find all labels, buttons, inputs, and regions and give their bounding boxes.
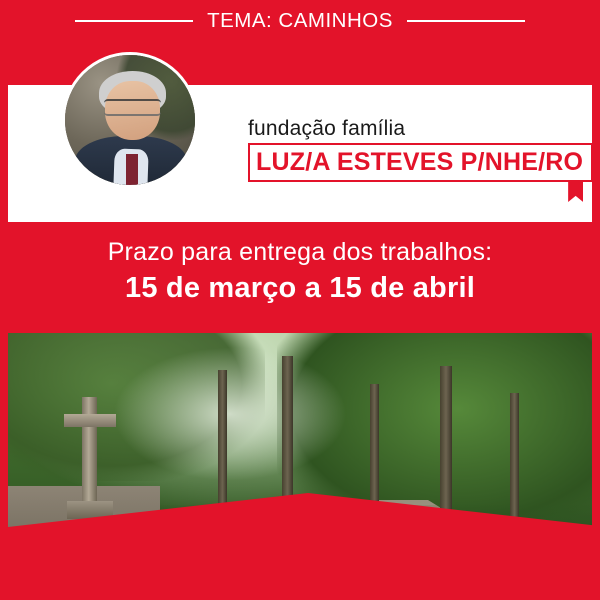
avatar [62,52,198,188]
stone-cross-icon [61,397,119,505]
forest-mist [113,347,347,482]
brand-top-line: fundação família [248,117,406,140]
deadline-label: Prazo para entrega dos trabalhos: [107,238,493,266]
deadline-block [0,238,600,305]
brand-main-box [248,143,593,182]
theme-bar [0,0,600,42]
theme-label: TEMA: CAMINHOS [207,9,393,32]
cross-arm [64,414,116,427]
glasses-icon [104,99,161,116]
logo-band [8,85,592,222]
forest-image [8,333,592,565]
deadline-dates: 15 de março a 15 de abril [125,272,475,304]
brand-main-line: LUZ/A ESTEVES P/NHE/RO [256,148,584,176]
theme-rule-right [407,20,525,22]
theme-rule-left [75,20,193,22]
avatar-tie [126,154,138,188]
tree-trunk [510,393,519,537]
ribbon-icon [568,180,583,202]
brand-lockup [248,117,584,182]
